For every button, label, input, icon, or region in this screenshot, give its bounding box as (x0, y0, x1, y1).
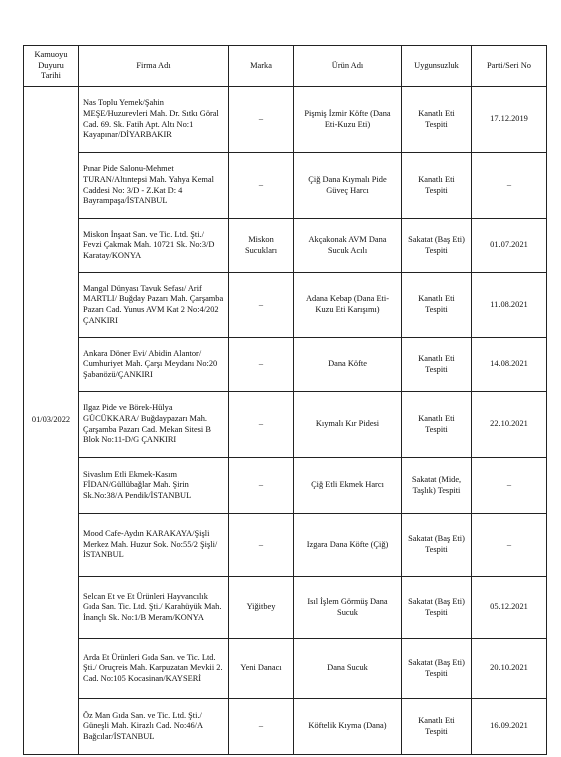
firm-cell: Pınar Pide Salonu-Mehmet TURAN/Altıntepsi Mah. Yahya Kemal Caddesi No: 3/D - Z.Kat D: 4 Bayrampaşa/İSTANBUL (79, 153, 229, 219)
firm-cell: Sivaslım Etli Ekmek-Kasım FİDAN/Güllübağlar Mah. Şirin Sk.No:38/A Pendik/İSTANBUL (79, 458, 229, 514)
firm-cell: Ankara Döner Evi/ Abidin Alantor/ Cumhuriyet Mah. Çarşı Meydanı No:20 Şabanözü/ÇANKIRI (79, 338, 229, 392)
firm-cell: Arda Et Ürünleri Gıda San. ve Tic. Ltd. Şti./ Oruçreis Mah. Karpuzatan Mevkii 2. Cad. No:105 Kocasinan/KAYSERİ (79, 639, 229, 699)
table-body (24, 87, 547, 755)
nonconformity-cell: Sakatat (Baş Eti) Tespiti (402, 219, 472, 273)
header-brand: Marka (229, 46, 294, 87)
header-row (24, 46, 547, 87)
batch-cell: 01.07.2021 (472, 219, 547, 273)
table-row (24, 273, 547, 338)
batch-cell: 17.12.2019 (472, 87, 547, 153)
batch-cell: – (472, 514, 547, 577)
batch-cell: 20.10.2021 (472, 639, 547, 699)
brand-cell: – (229, 273, 294, 338)
batch-cell: 14.08.2021 (472, 338, 547, 392)
nonconformity-cell: Kanatlı Eti Tespiti (402, 87, 472, 153)
table-row (24, 577, 547, 639)
product-cell: Dana Sucuk (294, 639, 402, 699)
nonconformity-cell: Sakatat (Mide, Taşlık) Tespiti (402, 458, 472, 514)
nonconformity-cell: Sakatat (Baş Eti) Tespiti (402, 577, 472, 639)
table-row (24, 458, 547, 514)
brand-cell: – (229, 699, 294, 755)
batch-cell: 22.10.2021 (472, 392, 547, 458)
nonconformity-cell: Sakatat (Baş Eti) Tespiti (402, 639, 472, 699)
brand-cell: Miskon Sucukları (229, 219, 294, 273)
batch-cell: 05.12.2021 (472, 577, 547, 639)
nonconformity-cell: Kanatlı Eti Tespiti (402, 153, 472, 219)
brand-cell: – (229, 392, 294, 458)
nonconformity-cell: Sakatat (Baş Eti) Tespiti (402, 514, 472, 577)
announcement-date-cell: 01/03/2022 (24, 87, 79, 755)
brand-cell: – (229, 338, 294, 392)
recall-table (23, 45, 547, 755)
product-cell: Dana Köfte (294, 338, 402, 392)
batch-cell: 16.09.2021 (472, 699, 547, 755)
header-date: Kamuoyu Duyuru Tarihi (24, 46, 79, 87)
header-nonconformity: Uygunsuzluk (402, 46, 472, 87)
firm-cell: Selcan Et ve Et Ürünleri Hayvancılık Gıda San. Tic. Ltd. Şti./ Karahüyük Mah. İnançlı Sk. No:1/B Meram/KONYA (79, 577, 229, 639)
product-cell: Adana Kebap (Dana Eti-Kuzu Eti Karışımı) (294, 273, 402, 338)
brand-cell: Yiğitbey (229, 577, 294, 639)
firm-cell: Ilgaz Pide ve Börek-Hülya GÜCÜKKARA/ Buğdaypazarı Mah. Çarşamba Pazarı Cad. Mekan Sitesi B Blok No:11-D/G ÇANKIRI (79, 392, 229, 458)
product-cell: Isıl İşlem Görmüş Dana Sucuk (294, 577, 402, 639)
product-cell: Izgara Dana Köfte (Çiğ) (294, 514, 402, 577)
table-row (24, 699, 547, 755)
firm-cell: Nas Toplu Yemek/Şahin MEŞE/Huzurevleri Mah. Dr. Sıtkı Göral Cad. 69. Sk. Fatih Apt. Altı No:1 Kayapınar/DİYARBAKIR (79, 87, 229, 153)
header-firm: Firma Adı (79, 46, 229, 87)
product-cell: Kıymalı Kır Pidesi (294, 392, 402, 458)
firm-cell: Öz Man Gıda San. ve Tic. Ltd. Şti./ Güneşli Mah. Kirazlı Cad. No:46/A Bağcılar/İSTANBUL (79, 699, 229, 755)
brand-cell: – (229, 87, 294, 153)
nonconformity-cell: Kanatlı Eti Tespiti (402, 699, 472, 755)
nonconformity-cell: Kanatlı Eti Tespiti (402, 338, 472, 392)
product-cell: Çiğ Etli Ekmek Harcı (294, 458, 402, 514)
brand-cell: – (229, 153, 294, 219)
brand-cell: – (229, 514, 294, 577)
table-row (24, 514, 547, 577)
brand-cell: Yeni Danacı (229, 639, 294, 699)
nonconformity-cell: Kanatlı Eti Tespiti (402, 273, 472, 338)
batch-cell: – (472, 153, 547, 219)
batch-cell: 11.08.2021 (472, 273, 547, 338)
product-cell: Pişmiş İzmir Köfte (Dana Eti-Kuzu Eti) (294, 87, 402, 153)
table-row (24, 392, 547, 458)
table-row (24, 219, 547, 273)
header-product: Ürün Adı (294, 46, 402, 87)
product-cell: Akçakonak AVM Dana Sucuk Acılı (294, 219, 402, 273)
table-row (24, 87, 547, 153)
header-batch: Parti/Seri No (472, 46, 547, 87)
table-row (24, 639, 547, 699)
product-cell: Köftelik Kıyma (Dana) (294, 699, 402, 755)
table-row (24, 338, 547, 392)
product-cell: Çiğ Dana Kıymalı Pide Güveç Harcı (294, 153, 402, 219)
batch-cell: – (472, 458, 547, 514)
firm-cell: Mood Cafe-Aydın KARAKAYA/Şişli Merkez Mah. Huzur Sok. No:55/2 Şişli/İSTANBUL (79, 514, 229, 577)
firm-cell: Mangal Dünyası Tavuk Sefası/ Arif MARTLI/ Buğday Pazarı Mah. Çarşamba Pazarı Cad. Yunus AVM Kat 2 No:4/202 ÇANKIRI (79, 273, 229, 338)
firm-cell: Miskon İnşaat San. ve Tic. Ltd. Şti./ Fevzi Çakmak Mah. 10721 Sk. No:3/D Karatay/KONYA (79, 219, 229, 273)
nonconformity-cell: Kanatlı Eti Tespiti (402, 392, 472, 458)
brand-cell: – (229, 458, 294, 514)
table-row (24, 153, 547, 219)
